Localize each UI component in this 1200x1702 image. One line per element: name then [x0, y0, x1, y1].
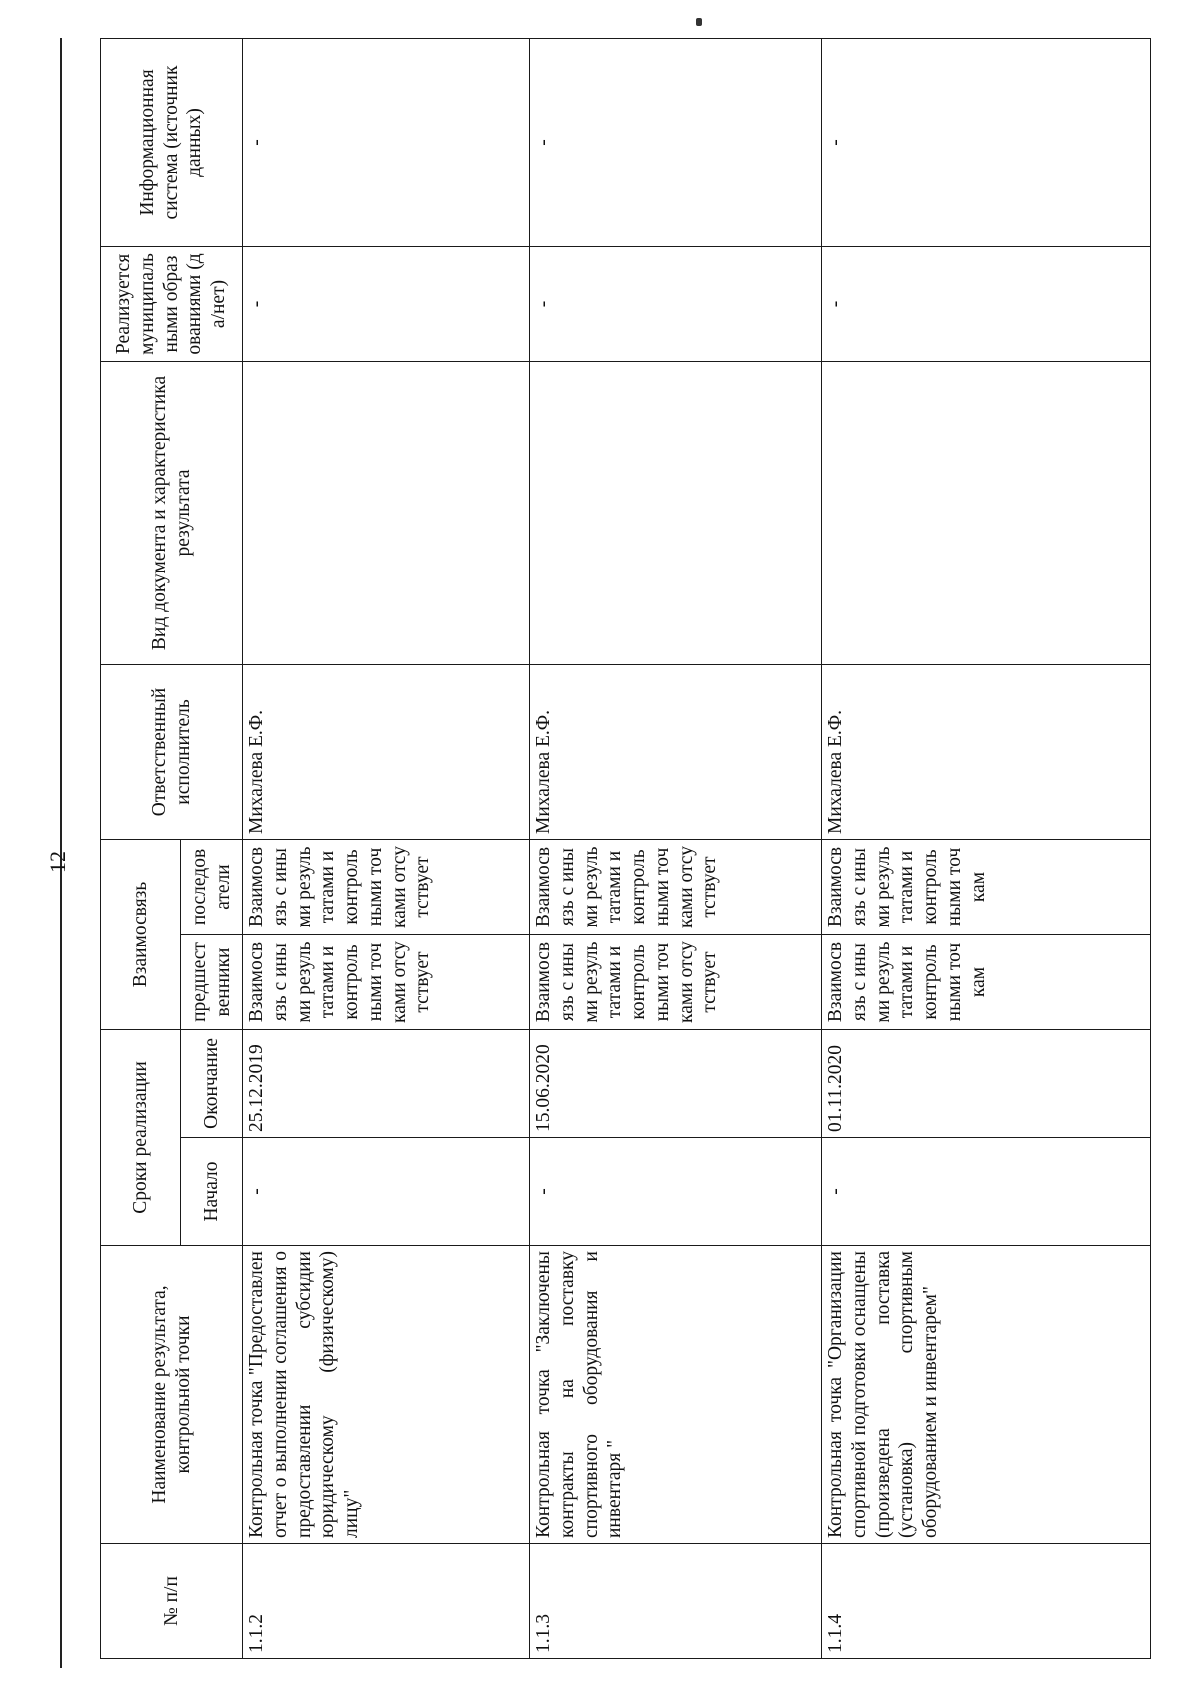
row-info-system: - — [822, 38, 1151, 246]
header-num: № п/п — [101, 1544, 243, 1659]
row-successors: Взаимосвязь с иными результатами и контрольными точкам — [822, 839, 1151, 934]
row-start: - — [822, 1138, 1151, 1246]
header-predecessors: предшественники — [181, 935, 243, 1030]
row-municipal: - — [822, 246, 1151, 361]
row-doc — [530, 361, 822, 664]
header-name: Наименование результата, контрольной точки — [101, 1246, 243, 1544]
row-doc — [822, 361, 1151, 664]
row-name: Контрольная точка "Предоставлен отчет о выполнении соглашения о предоставлении субсидии юридическому (физическому) лицу" — [243, 1246, 530, 1544]
row-end: 15.06.2020 — [530, 1030, 822, 1138]
row-start: - — [243, 1138, 530, 1246]
row-num: 1.1.3 — [530, 1544, 822, 1659]
header-responsible: Ответственный исполнитель — [101, 664, 243, 839]
header-end: Окончание — [181, 1030, 243, 1138]
header-terms: Сроки реализации — [101, 1030, 181, 1246]
control-points-table — [100, 38, 1151, 1659]
row-successors: Взаимосвязь с иными результатами и контрольными точками отсутствует — [530, 839, 822, 934]
row-info-system: - — [243, 38, 530, 246]
row-municipal: - — [243, 246, 530, 361]
page-number: 12 — [45, 851, 70, 873]
header-doc-type: Вид документа и характеристика результата — [101, 361, 243, 664]
row-successors: Взаимосвязь с иными результатами и контрольными точками отсутствует — [243, 839, 530, 934]
row-predecessors: Взаимосвязь с иными результатами и контрольными точкам — [822, 935, 1151, 1030]
header-row-1 — [101, 38, 181, 1658]
row-name: Контрольная точка "Заключены контракты на поставку спортивного оборудования и инвентаря " — [530, 1246, 822, 1544]
header-municipal: Реализуется муниципальными образованиями (да/нет) — [101, 246, 243, 361]
table-row — [822, 38, 1151, 1658]
row-responsible: Михалева Е.Ф. — [822, 664, 1151, 839]
row-predecessors: Взаимосвязь с иными результатами и контрольными точками отсутствует — [243, 935, 530, 1030]
row-end: 01.11.2020 — [822, 1030, 1151, 1138]
scan-speck — [696, 18, 702, 26]
row-num: 1.1.2 — [243, 1544, 530, 1659]
row-end: 25.12.2019 — [243, 1030, 530, 1138]
row-num: 1.1.4 — [822, 1544, 1151, 1659]
rotated-table-wrapper — [100, 39, 1150, 1659]
row-doc — [243, 361, 530, 664]
header-info-system: Информационная система (источник данных) — [101, 38, 243, 246]
header-successors: последователи — [181, 839, 243, 934]
row-predecessors: Взаимосвязь с иными результатами и контрольными точками отсутствует — [530, 935, 822, 1030]
row-responsible: Михалева Е.Ф. — [243, 664, 530, 839]
header-start: Начало — [181, 1138, 243, 1246]
row-info-system: - — [530, 38, 822, 246]
row-start: - — [530, 1138, 822, 1246]
table-row — [243, 38, 530, 1658]
row-name: Контрольная точка "Организации спортивной подготовки оснащены (произведена поставка (установка) спортивным оборудованием и инвентарем" — [822, 1246, 1151, 1544]
table-row — [530, 38, 822, 1658]
row-responsible: Михалева Е.Ф. — [530, 664, 822, 839]
row-municipal: - — [530, 246, 822, 361]
header-relation: Взаимосвязь — [101, 839, 181, 1029]
